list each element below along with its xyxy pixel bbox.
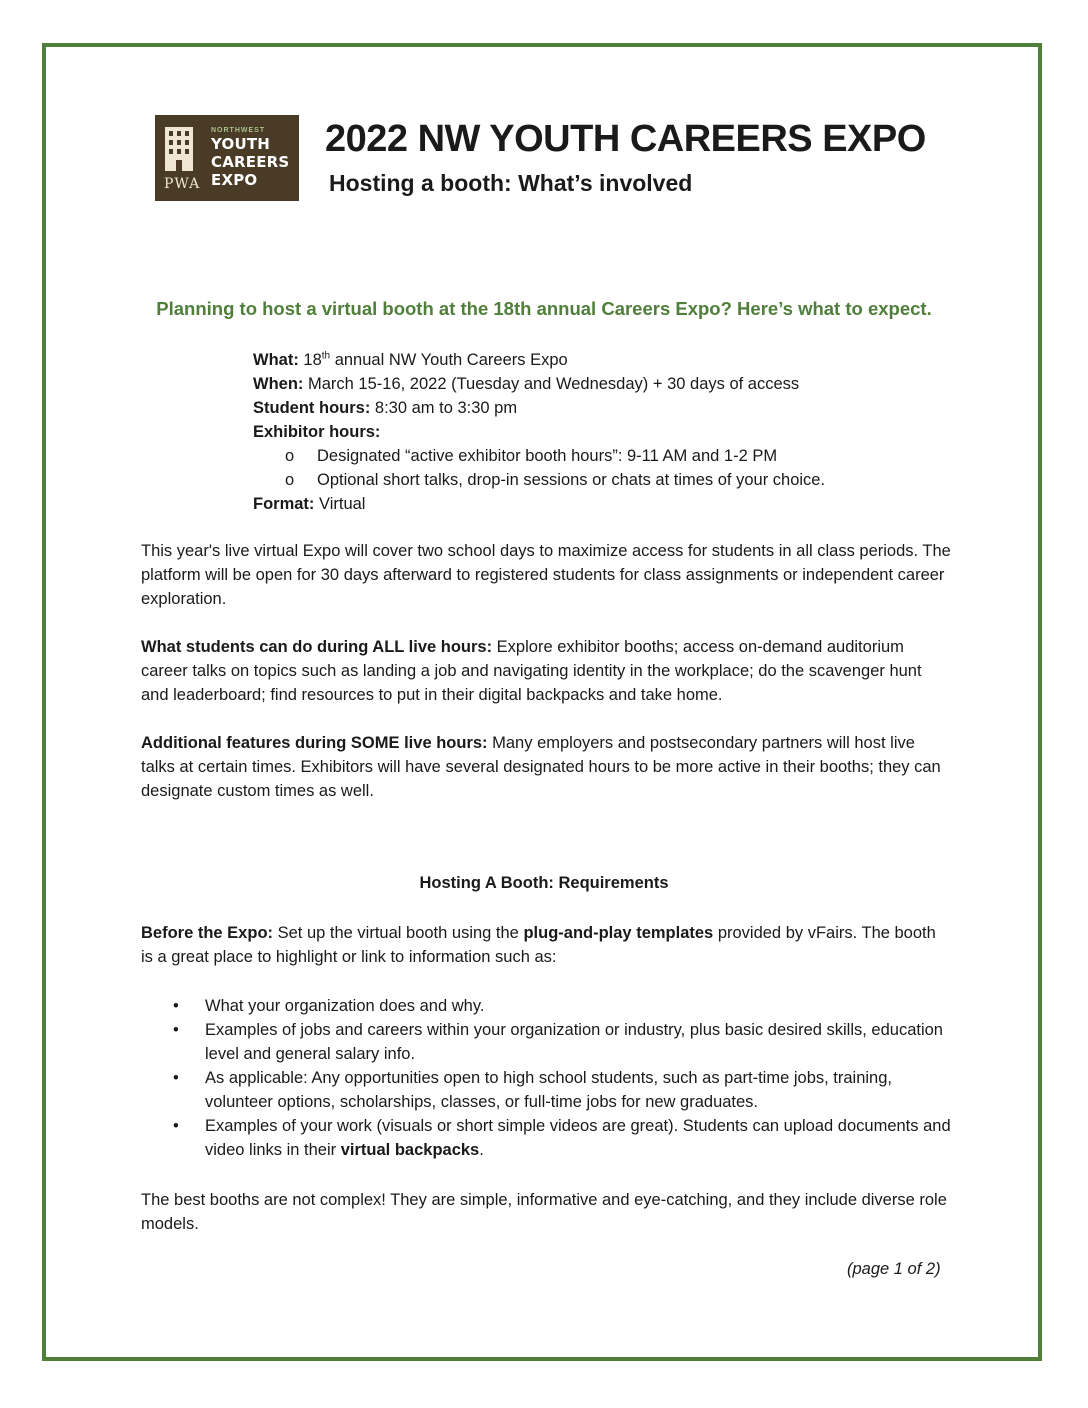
paragraph-text: Set up the virtual booth using the bbox=[273, 924, 524, 942]
logo-top-line: NORTHWEST bbox=[211, 127, 266, 134]
list-item-text: As applicable: Any opportunities open to high school students, such as part-time jobs, training, volunteer options, scholarships, classes, or full-time jobs for new graduates. bbox=[205, 1069, 892, 1111]
ordinal-suffix: th bbox=[321, 350, 331, 362]
page-number: (page 1 of 2) bbox=[847, 1260, 941, 1278]
bullet-icon: • bbox=[173, 1021, 179, 1039]
closing-paragraph: The best booths are not complex! They are simple, informative and eye-catching, and they include diverse role models. bbox=[141, 1191, 947, 1233]
exhibitor-item bbox=[253, 468, 953, 492]
bullet-icon: • bbox=[173, 1117, 179, 1135]
detail-label: What: bbox=[253, 351, 299, 369]
list-item-text: What your organization does and why. bbox=[205, 997, 485, 1015]
exhibitor-item-text: Designated “active exhibitor booth hours”: 9-11 AM and 1-2 PM bbox=[317, 447, 778, 465]
logo-org-mark: PWA bbox=[164, 176, 201, 192]
before-expo-paragraph bbox=[141, 921, 951, 969]
detail-label: When: bbox=[253, 375, 304, 393]
building-icon bbox=[165, 127, 193, 171]
paragraph-text: Many employers and postsecondary partners will host live talks at certain times. Exhibitors will have several designated hours to be more active in their booths; they can designate custom times as well. bbox=[141, 734, 941, 800]
logo-word-1: YOUTH bbox=[211, 135, 271, 153]
paragraph-text: provided by vFairs. The booth is a great place to highlight or link to information such as: bbox=[141, 924, 936, 966]
detail-when bbox=[253, 372, 953, 396]
detail-value: 8:30 am to 3:30 pm bbox=[370, 399, 518, 417]
page-subtitle: Hosting a booth: What’s involved bbox=[329, 170, 693, 196]
list-item-text: Examples of your work (visuals or short simple videos are great). Students can upload documents and video links in their bbox=[205, 1117, 951, 1159]
paragraph-label: Additional features during SOME live hours: bbox=[141, 734, 488, 752]
detail-format bbox=[253, 492, 953, 516]
detail-value: Virtual bbox=[314, 495, 366, 513]
some-hours-paragraph bbox=[141, 731, 951, 803]
sub-bullet-icon: o bbox=[285, 447, 295, 465]
detail-student-hours bbox=[253, 396, 953, 420]
paragraph-label: What students can do during ALL live hours: bbox=[141, 638, 493, 656]
list-item-text: . bbox=[479, 1141, 484, 1159]
page-title: 2022 NW YOUTH CAREERS EXPO bbox=[325, 118, 926, 160]
all-hours-paragraph bbox=[141, 635, 951, 707]
paragraph-label: Before the Expo: bbox=[141, 924, 274, 942]
detail-label: Student hours: bbox=[253, 399, 371, 417]
paragraph-text: Explore exhibitor booths; access on-demand auditorium career talks on topics such as landing a job and navigating identity in the workplace; do the scavenger hunt and leaderboard; find resources to put in their digital backpacks and take home. bbox=[141, 638, 922, 704]
exhibitor-item bbox=[253, 444, 953, 468]
list-item bbox=[141, 1066, 951, 1114]
overview-paragraph: This year's live virtual Expo will cover two school days to maximize access for students in all class periods. The platform will be open for 30 days afterward to registered students for class assignments or independent career exploration. bbox=[141, 542, 951, 608]
detail-exhibitor-hours bbox=[253, 420, 953, 444]
exhibitor-item-text: Optional short talks, drop-in sessions or chats at times of your choice. bbox=[317, 471, 826, 489]
sub-bullet-icon: o bbox=[285, 471, 295, 489]
logo-word-2: CAREERS bbox=[211, 153, 290, 171]
detail-value: annual NW Youth Careers Expo bbox=[330, 351, 568, 369]
requirements-heading: Hosting A Booth: Requirements bbox=[419, 874, 669, 892]
detail-label: Exhibitor hours: bbox=[253, 423, 381, 441]
expo-logo bbox=[155, 115, 299, 201]
bullet-icon: • bbox=[173, 1069, 179, 1087]
booth-content-list bbox=[141, 994, 951, 1162]
bullet-icon: • bbox=[173, 997, 179, 1015]
list-item bbox=[141, 1114, 951, 1162]
backpacks-emphasis: virtual backpacks bbox=[340, 1141, 480, 1159]
event-details bbox=[253, 348, 953, 516]
list-item bbox=[141, 994, 951, 1018]
list-item bbox=[141, 1018, 951, 1066]
detail-label: Format: bbox=[253, 495, 315, 513]
detail-value: 18 bbox=[303, 351, 322, 369]
list-item-text: Examples of jobs and careers within your organization or industry, plus basic desired skills, education level and general salary info. bbox=[205, 1021, 943, 1063]
detail-value: March 15-16, 2022 (Tuesday and Wednesday) + 30 days of access bbox=[303, 375, 800, 393]
templates-emphasis: plug-and-play templates bbox=[523, 924, 714, 942]
logo-word-3: EXPO bbox=[211, 171, 258, 189]
intro-heading: Planning to host a virtual booth at the 18th annual Careers Expo? Here’s what to expect. bbox=[156, 298, 932, 319]
detail-what bbox=[253, 348, 953, 372]
